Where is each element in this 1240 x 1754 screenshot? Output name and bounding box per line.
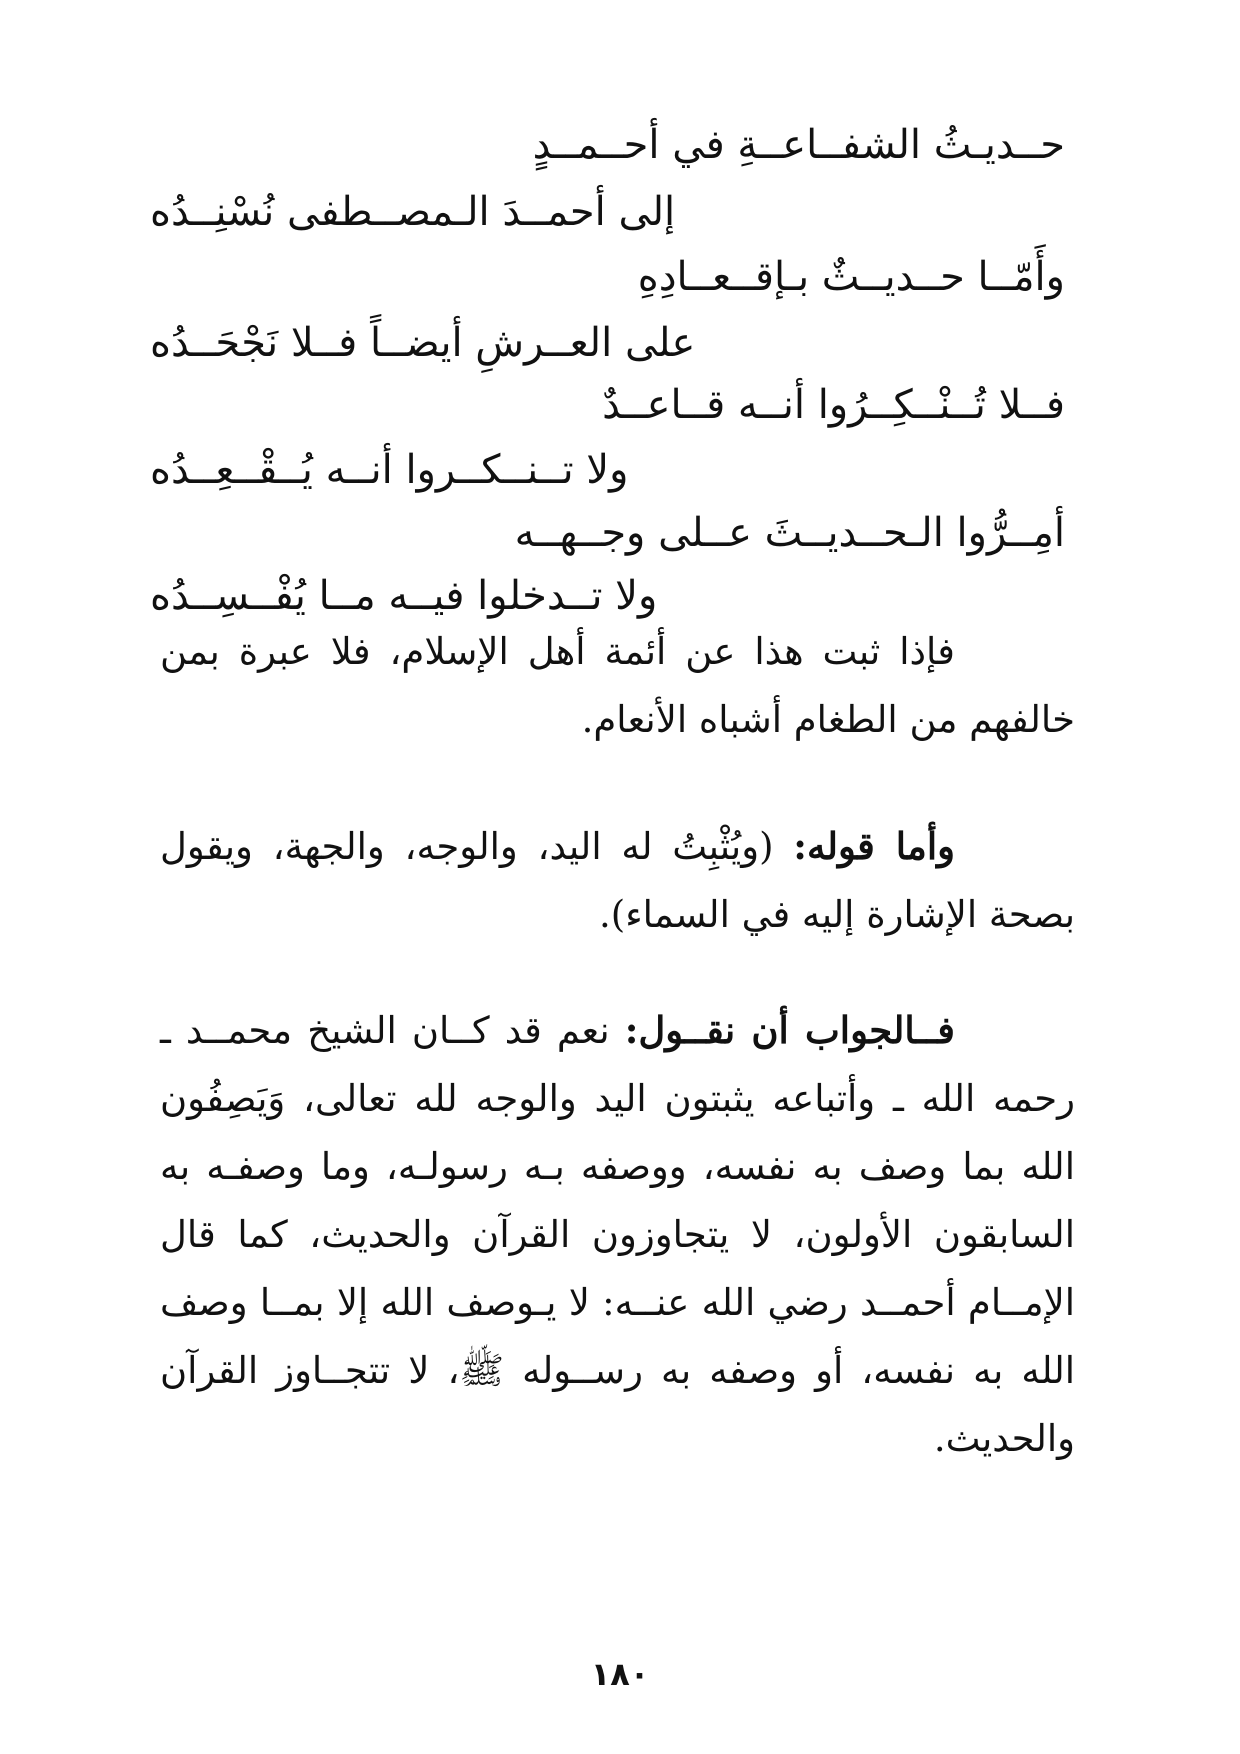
- poem-line-2: إلى أحمــدَ الـمصــطفى نُسْنِــدُه: [150, 189, 676, 235]
- paragraph-answer-text: نعم قد كــان الشيخ محمــد ـ رحمه الله ـ وأتباعه يثبتون اليد والوجه لله تعالى، وَيَصِفُون الله بما وصف به نفسه، ووصفه بـه رسولـه، وما وصفـه به السابقون الأولون، لا يتجاوزون القرآن والحديث، كما قال الإمــام أحمــد رضي الله عنــه: لا يـوصف الله إلا بمــا وصف الله به نفسه، أو وصفه به رســوله ﷺ، لا تتجــاوز القرآن والحديث.: [160, 1009, 1075, 1460]
- poem-line-5: فــلا تُــنْــكِــرُوا أنــه قــاعــدٌ: [602, 382, 1065, 428]
- poem-line-8: ولا تــدخلوا فيــه مــا يُفْــسِــدُه: [150, 573, 658, 619]
- page-number: ١٨٠: [590, 1655, 650, 1693]
- poem-line-3: وأَمّــا حــديــثٌ بـإقــعــادِهِ: [637, 254, 1065, 300]
- poem-line-6: ولا تــنــكــروا أنــه يُــقْــعِــدُه: [150, 447, 629, 493]
- paragraph-question: [160, 812, 1075, 949]
- poem-line-4: على العــرشِ أيضــاً فــلا نَجْحَــدُه: [150, 320, 696, 366]
- paragraph-ruling: [160, 618, 1075, 754]
- poem-line-1: حــديـثُ الشفــاعــةِ في أحــمــدٍ: [532, 122, 1065, 168]
- paragraph-question-lead: وأما قوله:: [793, 824, 955, 868]
- paragraph-answer: [160, 996, 1075, 1473]
- paragraph-question-text: (ويُثْبِتُ له اليد، والوجه، والجهة، ويقول بصحة الإشارة إليه في السماء).: [160, 825, 1075, 936]
- paragraph-ruling-text: فإذا ثبت هذا عن أئمة أهل الإسلام، فلا عبرة بمن خالفهم من الطغام أشباه الأنعام.: [160, 630, 1075, 741]
- poem-line-7: أمِــرُّوا الـحــديــثَ عــلى وجــهــه: [514, 510, 1065, 556]
- paragraph-answer-lead: فــالجواب أن نقــول:: [624, 1008, 955, 1052]
